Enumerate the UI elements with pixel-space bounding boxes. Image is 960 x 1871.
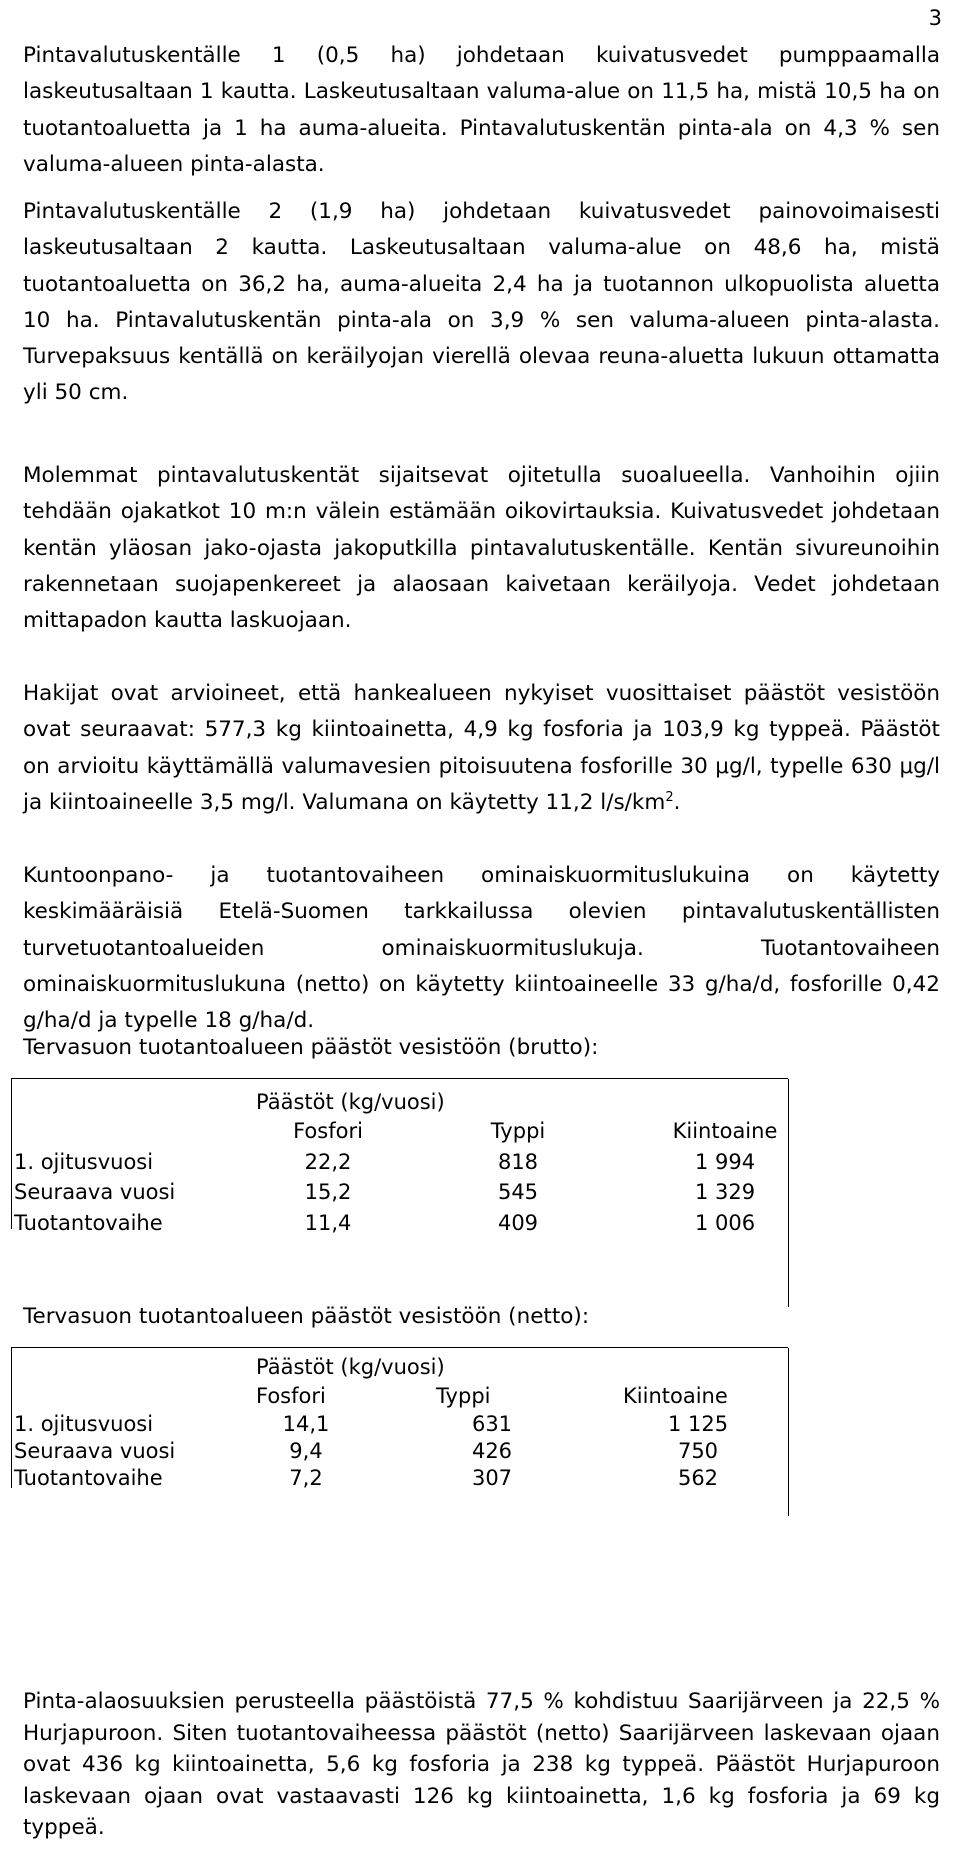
cell-fosfori: 7,2 xyxy=(289,1466,323,1490)
cell-kiintoaine: 1 125 xyxy=(667,1412,729,1436)
page-number: 3 xyxy=(928,6,942,30)
cell-fosfori: 14,1 xyxy=(282,1412,330,1436)
paragraph-current-emissions xyxy=(23,676,940,821)
table-netto xyxy=(11,1347,788,1488)
row-label: Seuraava vuosi xyxy=(14,1439,176,1463)
table-brutto-col-kiintoaine: Kiintoaine xyxy=(672,1119,778,1143)
table-brutto-caption: Tervasuon tuotantoalueen päästöt vesistöön (brutto): xyxy=(23,1035,599,1060)
table-row xyxy=(12,1409,788,1439)
table-row xyxy=(12,1177,788,1207)
table-netto-col-kiintoaine: Kiintoaine xyxy=(623,1384,728,1408)
cell-typpi: 409 xyxy=(497,1211,539,1235)
table-row xyxy=(12,1463,788,1493)
cell-typpi: 818 xyxy=(497,1150,539,1174)
table-brutto-col-fosfori: Fosfori xyxy=(293,1119,363,1143)
table-brutto-column-header-row xyxy=(12,1116,788,1146)
runoff-tail: . xyxy=(673,789,681,815)
table-brutto-group-header: Päästöt (kg/vuosi) xyxy=(256,1090,445,1114)
table-row xyxy=(12,1208,788,1238)
paragraph-field-1: Pintavalutuskentälle 1 (0,5 ha) johdetaan kuivatusvedet pumppaamalla laskeutusaltaan 1 kautta. Laskeutusaltaan valuma-alue on 11,5 ha, mistä 10,5 ha on tuotantoaluetta ja 1 ha auma-alueita. Pintavalutuskentän pinta-ala on 4,3 % sen valuma-alueen pinta-alasta. xyxy=(23,43,940,177)
table-netto-group-header: Päästöt (kg/vuosi) xyxy=(256,1355,445,1379)
cell-typpi: 631 xyxy=(471,1412,513,1436)
row-label: 1. ojitusvuosi xyxy=(14,1412,154,1436)
cell-typpi: 545 xyxy=(497,1180,539,1204)
paragraph-area-shares: Pinta-alaosuuksien perusteella päästöistä 77,5 % kohdistuu Saarijärveen ja 22,5 % Hurjapuroon. Siten tuotantovaiheessa päästöt (netto) Saarijärveen laskevaan ojaan ovat 436 kg kiintoainetta, 5,6 kg fosforia ja 238 kg typpeä. Päästöt Hurjapuroon laskevaan ojaan ovat vastaavasti 126 kg kiintoainetta, 1,6 kg fosforia ja 69 kg typpeä. xyxy=(23,1689,940,1840)
cell-fosfori: 15,2 xyxy=(304,1180,352,1204)
table-row xyxy=(12,1147,788,1177)
cell-kiintoaine: 1 006 xyxy=(694,1211,756,1235)
cell-kiintoaine: 562 xyxy=(677,1466,719,1490)
table-netto-col-fosfori: Fosfori xyxy=(256,1384,326,1408)
table-netto-group-header-row xyxy=(12,1352,788,1382)
row-label: Tuotantovaihe xyxy=(14,1466,163,1490)
table-netto-caption: Tervasuon tuotantoalueen päästöt vesistöön (netto): xyxy=(23,1304,590,1329)
cell-kiintoaine: 1 329 xyxy=(694,1180,756,1204)
paragraph-specific-loads: Kuntoonpano- ja tuotantovaiheen ominaiskuormituslukuina on käytetty keskimääräisiä Etelä-Suomen tarkkailussa olevien pintavalutuskentällisten turvetuotantoalueiden ominaiskuormituslukuja. Tuotantovaiheen ominaiskuormituslukuna (netto) on käytetty kiintoaineelle 33 g/ha/d, fosforille 0,42 g/ha/d ja typelle 18 g/ha/d. xyxy=(23,863,940,1034)
paragraph-field-2: Pintavalutuskentälle 2 (1,9 ha) johdetaan kuivatusvedet painovoimaisesti laskeutusaltaan 2 kautta. Laskeutusaltaan valuma-alue on 48,6 ha, mistä tuotantoaluetta on 36,2 ha, auma-alueita 2,4 ha ja tuotannon ulkopuolista aluetta 10 ha. Pintavalutuskentän pinta-ala on 3,9 % sen valuma-alueen pinta-alasta. Turvepaksuus kentällä on keräilyojan vierellä olevaa reuna-aluetta lukuun ottamatta yli 50 cm. xyxy=(23,199,940,406)
table-netto-column-header-row xyxy=(12,1381,788,1411)
table-netto-col-typpi: Typpi xyxy=(436,1384,491,1408)
runoff-unit-superscript: 2 xyxy=(665,789,674,805)
table-netto-right-border xyxy=(788,1348,789,1516)
table-brutto-col-typpi: Typpi xyxy=(490,1119,546,1143)
cell-kiintoaine: 750 xyxy=(677,1439,719,1463)
row-label: 1. ojitusvuosi xyxy=(14,1150,154,1174)
cell-fosfori: 22,2 xyxy=(304,1150,352,1174)
current-emissions-text: Hakijat ovat arvioineet, että hankealueen nykyiset vuosittaiset päästöt vesistöön ovat seuraavat: 577,3 kg kiintoainetta, 4,9 kg fosforia ja 103,9 kg typpeä. Päästöt on arvioitu käyttämällä valumavesien pitoisuutena fosforille 30 μg/l, typelle 630 μg/l ja kiintoaineelle 3,5 mg/l. Valumana on käytetty 11,2 l/s/km xyxy=(23,681,940,815)
table-brutto xyxy=(11,1078,788,1235)
cell-typpi: 307 xyxy=(471,1466,513,1490)
cell-fosfori: 9,4 xyxy=(289,1439,323,1463)
table-brutto-group-header-row xyxy=(12,1087,788,1117)
row-label: Seuraava vuosi xyxy=(14,1180,176,1204)
row-label: Tuotantovaihe xyxy=(14,1211,163,1235)
table-row xyxy=(12,1436,788,1466)
cell-kiintoaine: 1 994 xyxy=(694,1150,756,1174)
paragraph-ditching: Molemmat pintavalutuskentät sijaitsevat ojitetulla suoalueella. Vanhoihin ojiin tehdään ojakatkot 10 m:n välein estämään oikovirtauksia. Kuivatusvedet johdetaan kentän yläosan jako-ojasta jakoputkilla pintavalutuskentälle. Kentän sivureunoihin rakennetaan suojapenkereet ja alaosaan kaivetaan keräilyoja. Vedet johdetaan mittapadon kautta laskuojaan. xyxy=(23,463,940,634)
cell-typpi: 426 xyxy=(471,1439,513,1463)
cell-fosfori: 11,4 xyxy=(304,1211,352,1235)
